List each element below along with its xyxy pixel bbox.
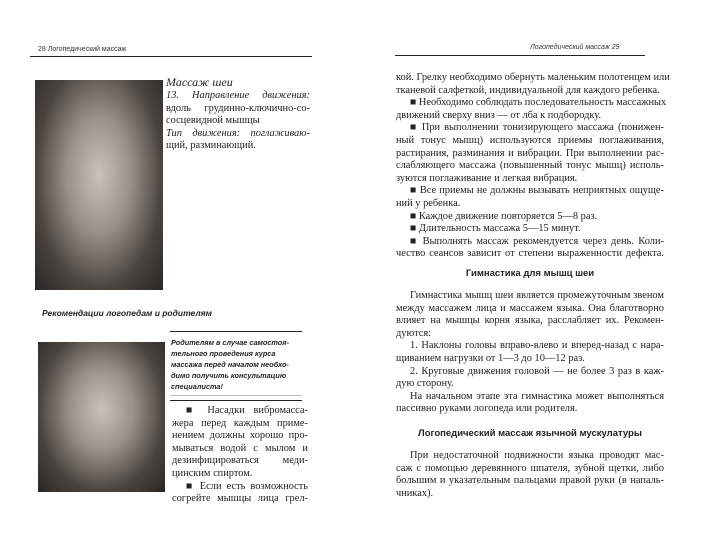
photo-neck-massage [35, 80, 163, 290]
text-line: дезинфицироваться меди- [172, 455, 308, 467]
section-heading: Логопедический массаж язычной мускулатуры [418, 428, 642, 439]
note-line: Родителям в случае самостоя- [171, 338, 289, 347]
text-line: влияет на мышцы корня языка, расслабляет их. Рекомен- [396, 315, 664, 327]
box-rule-mid [170, 395, 302, 396]
caption-line: сосцевидной мышцы [166, 115, 260, 127]
photo-vibromassage [38, 342, 165, 492]
text-line: пассивно руками логопеда или родителя. [396, 403, 578, 415]
caption-line: щий, разминающий. [166, 140, 256, 152]
text-line: ний у ребенка. [396, 197, 461, 209]
note-line: тельного проведения курса [171, 349, 276, 358]
text-line: щиванием нагрузки от 1—3 до 10—12 раз. [396, 352, 585, 364]
text-line: ■ Длительность массажа 5—15 минут. [410, 223, 581, 235]
text-line: дую сторону. [396, 378, 454, 390]
text-line: мываться водой с мылом и [172, 442, 308, 454]
note-line: специалиста! [171, 382, 223, 391]
text-line: При недостаточной подвижности языка проводят мас- [410, 450, 664, 461]
parents-note [171, 337, 301, 392]
text-line: ■ Выполнять массаж рекомендуется через день. Коли- [410, 235, 664, 247]
text-line: ■ Насадки вибромасса- [186, 405, 308, 416]
box-rule-top [170, 331, 302, 332]
text-line: чниках). [396, 487, 434, 499]
text-line: растирания, разминания и вибрации. При выполнении рас- [396, 147, 664, 159]
text-line: Гимнастика мышц шеи является промежуточным звеном [410, 290, 664, 301]
text-line: кой. Грелку необходимо обернуть маленьким полотенцем или [396, 72, 670, 83]
note-line: массажа перед началом необхо- [171, 360, 289, 369]
text-line: чество сеансов зависит от степени выраженности дефекта. [396, 248, 664, 260]
right-block-2 [396, 290, 664, 416]
text-line: зуются поглаживание и легкая вибрация. [396, 172, 578, 184]
caption-line: вдоль грудинно-ключично-со- [166, 102, 310, 114]
text-line: ■ При выполнении тонизирующего массажа (понижен- [410, 122, 664, 134]
recommendations-title: Рекомендации логопедам и родителям [42, 308, 212, 318]
text-line: движений сверху вниз — от лба к подбородку. [396, 109, 602, 121]
right-block-3 [396, 450, 664, 500]
photo-caption [166, 75, 310, 153]
text-line: 1. Наклоны головы вправо-влево и вперед-назад с нара- [410, 340, 664, 352]
text-line: ный тонус мышц) используются приемы поглаживания, [396, 134, 664, 146]
text-line: согрейте мышцы лица грел- [172, 493, 308, 505]
text-line: ■ Все приемы не должны вызывать неприятных ощуще- [410, 185, 664, 197]
header-rule [395, 55, 645, 56]
caption-title: Массаж шеи [166, 75, 233, 89]
note-line: димо получить консультацию [171, 371, 287, 380]
text-line: между массажем лица и массажем языка. Она благотворно [396, 302, 664, 314]
left-page-header: 28 Логопедический массаж [38, 46, 127, 53]
text-line: тканевой салфеткой, индивидуальной для каждого ребенка. [396, 84, 660, 96]
right-block-1 [396, 72, 670, 261]
text-line: ■ Каждое движение повторяется 5—8 раз. [410, 210, 598, 222]
text-line: большим и указательным пальцами правой руки (в напаль- [396, 475, 664, 487]
caption-line: 13. Направление движения: [166, 90, 310, 101]
text-line: ■ Необходимо соблюдать последовательность массажных [410, 97, 667, 109]
box-rule-bottom [170, 400, 302, 401]
text-line: саж с помощью деревянного шпателя, зубной щетки, либо [396, 462, 664, 474]
text-line: ■ Если есть возможность [186, 480, 308, 492]
text-line: нением должны хорошо про- [172, 430, 308, 442]
text-line: На начальном этапе эта гимнастика может выполняться [410, 390, 664, 402]
section-heading: Гимнастика для мышц шеи [465, 268, 595, 279]
left-body-text [172, 405, 308, 506]
text-line: дуются: [396, 327, 432, 339]
header-rule [30, 56, 312, 57]
text-line: слабляющего массажа (повышенный тонус мышц) исполь- [396, 160, 664, 172]
caption-line: Тип движения: поглаживаю- [166, 127, 310, 139]
right-page-header: Логопедический массаж 29 [530, 44, 620, 51]
text-line: 2. Круговые движения головой — не более 3 раз в каж- [410, 365, 664, 377]
text-line: жера перед каждым приме- [172, 417, 308, 429]
text-line: цинским спиртом. [172, 467, 253, 479]
